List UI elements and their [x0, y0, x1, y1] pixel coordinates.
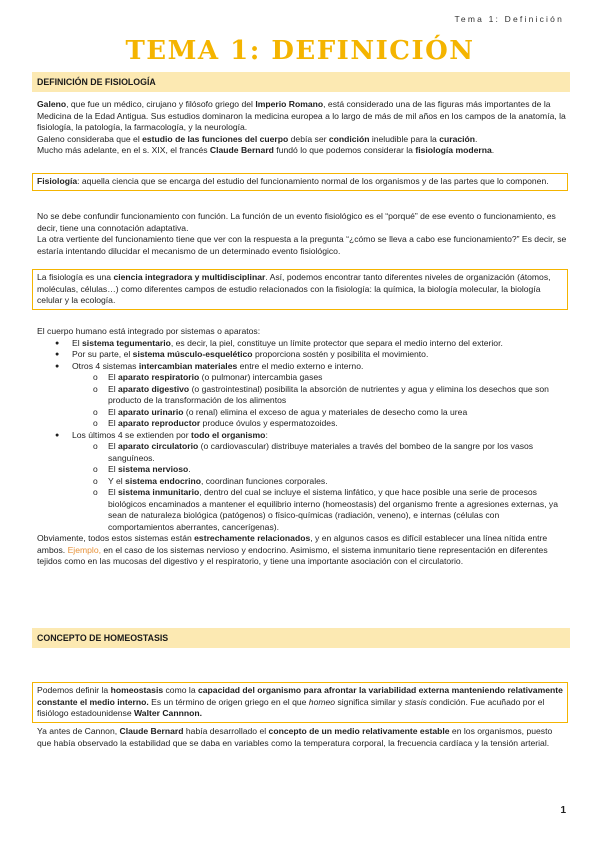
text-span: había desarrollado el — [183, 726, 269, 736]
systems-intro: El cuerpo humano está integrado por sistemas o aparatos: — [37, 326, 261, 336]
text-span: El — [108, 464, 119, 474]
text-span: (o renal) elimina el exceso de agua y materiales de desecho como la urea — [183, 406, 468, 417]
text-span: Otros 4 sistemas — [72, 360, 139, 371]
bold-text: sistema endocrino — [125, 475, 201, 486]
intro-text — [37, 99, 567, 157]
list-subitem — [37, 487, 567, 533]
systems-section — [37, 326, 567, 568]
list-subitem — [37, 384, 567, 407]
text-span: , está considerado una de las figuras más importantes de la Medicina de la Edad Antigua. Sus estudios dominaron la medicina europea a lo largo de más de mil años en los campos de la anatomía, la fisiología, la patología, la farmacología, y la neurología. — [37, 99, 566, 132]
text-span: en los organismos, puesto que había observado la estabilidad que se daba en variables como la temperatura corporal, la frecuencia cardíaca y la tensión arterial. — [37, 726, 553, 748]
section-heading-fisiologia: DEFINICIÓN DE FISIOLOGÍA — [32, 72, 570, 92]
italic-text: stasis — [404, 696, 427, 707]
bold-text: Imperio Romano — [255, 99, 324, 109]
bold-text: Walter Cannnon. — [134, 708, 202, 718]
bold-text: aparato respiratorio — [118, 372, 200, 382]
text-span: , dentro del cual se incluye el sistema linfático, y que hace posible una serie de procesos biológicos encaminados a mantener el equilibrio interno (homeostasis) del organismo frente a agresiones externas, ya sean de naturaleza biológica (patógenos) o físico-químicas (radiación, veneno), e internas (células con comportamientos aberrantes, cancerígenas). — [108, 487, 558, 532]
bold-text: aparato urinario — [118, 406, 184, 417]
bold-text: homeostasis — [110, 685, 164, 695]
bold-text: sistema tegumentario — [82, 337, 171, 348]
bold-text: fisiología moderna — [415, 145, 492, 155]
text-span: produce óvulos y espermatozoides. — [200, 418, 338, 428]
text-span: en el caso de los sistemas nervioso y endocrino. Asimismo, el sistema inmunitario tiene representación en diferentes tejidos como en las mucosas del digestivo y el respiratorio, y tiene una importante asociación con el circulatorio. — [37, 544, 548, 566]
bold-text: aparato circulatorio — [118, 441, 199, 451]
list-subitem — [37, 407, 567, 419]
bold-text: Galeno — [37, 99, 67, 109]
bold-text: curación — [439, 133, 476, 144]
text-span: El — [108, 383, 119, 394]
text-span: . — [188, 464, 191, 474]
text-span: Podemos definir la — [37, 685, 111, 695]
bold-text: capacidad del organismo para afrontar la variabilidad externa manteniendo relativamente constante el medio interno. — [37, 685, 563, 707]
text-span: (o cardiovascular) distribuye materiales a través del bombeo de la sangre por los vasos sanguíneos. — [108, 441, 534, 463]
bold-text: todo el organismo — [190, 429, 266, 440]
text-span: . — [475, 133, 478, 144]
text-span: El — [72, 337, 83, 348]
text-span: El — [108, 487, 119, 497]
text-span: , coordinan funciones corporales. — [200, 475, 328, 486]
text-span: : — [265, 429, 268, 440]
list-subitem — [37, 476, 567, 488]
text-span: proporciona sostén y posibilita el movimiento. — [252, 349, 429, 359]
bold-text: ciencia integradora y multidisciplinar — [113, 272, 266, 282]
systems-closing — [37, 533, 567, 568]
text-span: El — [108, 406, 119, 417]
text-span: El — [108, 418, 119, 428]
homeostasis-box — [32, 682, 568, 723]
text-span: , que fue un médico, cirujano y filósofo griego del — [66, 99, 256, 109]
text-span: , es decir, la piel, constituye un límite protector que separa el medio interno del exterior. — [170, 337, 503, 348]
text-span: La fisiología es una — [37, 272, 114, 282]
paragraph-funciones — [37, 134, 567, 146]
bold-text: Fisiología — [37, 176, 78, 186]
paragraph-mecanismo: La otra vertiente del funcionamiento tiene que ver con la respuesta a la pregunta “¿cómo se lleva a cabo ese funcionamiento?” Es decir, se estaría intentando dilucidar el mecanismo de un determinado evento fisiológico. — [37, 234, 567, 256]
text-span: Mucho más adelante, en el s. XIX, el francés — [37, 145, 210, 155]
text-span: , y en algunos casos es difícil establecer una línea nítida entre ambos. — [37, 533, 548, 555]
text-span: (o gastrointestinal) posibilita la absorción de nutrientes y agua y elimina los desechos que son producto de la transformación de los alimentos — [108, 383, 549, 405]
text-span: El — [108, 372, 119, 382]
list-item — [37, 349, 567, 361]
bold-text: estudio de las funciones del cuerpo — [142, 133, 289, 144]
text-span: debía ser — [288, 133, 329, 144]
page-title: TEMA 1: DEFINICIÓN — [125, 36, 475, 66]
bold-text: intercambian materiales — [138, 360, 238, 371]
text-span: Y el — [108, 475, 126, 486]
integradora-text — [37, 272, 563, 307]
cannon-text — [37, 726, 567, 749]
text-span: . — [491, 145, 495, 155]
integradora-box — [32, 269, 568, 310]
bold-text: sistema nervioso — [118, 464, 189, 474]
list-subitem — [37, 441, 567, 464]
text-span: El — [108, 441, 119, 451]
systems-list — [37, 338, 567, 534]
list-item — [37, 430, 567, 442]
running-header: Tema 1: Definición — [454, 14, 564, 24]
bold-text: estrechamente relacionados — [194, 533, 311, 543]
bold-text: Claude Bernard — [209, 145, 274, 155]
bold-text: aparato reproductor — [118, 418, 201, 428]
text-span: como la — [163, 685, 198, 695]
text-span: condición. Fue acuñado por el fisiólogo estadounidense — [37, 696, 545, 718]
paragraph-bernard — [37, 145, 567, 157]
bold-text: condición — [328, 133, 370, 144]
bold-text: sistema músculo-esquelético — [132, 349, 253, 359]
text-span: Obviamente, todos estos sistemas están — [37, 533, 195, 543]
example-label: Ejemplo, — [67, 544, 102, 555]
text-span: ineludible para la — [369, 133, 440, 144]
definition-text — [37, 176, 563, 188]
list-item — [37, 361, 567, 373]
text-span: Por su parte, el — [72, 349, 133, 359]
text-span: significa similar y — [335, 696, 405, 707]
paragraph-cannon — [37, 726, 567, 749]
section-heading-homeostasis: CONCEPTO DE HOMEOSTASIS — [32, 628, 570, 648]
text-span: : aquella ciencia que se encarga del estudio del funcionamiento normal de los organismos y de las partes que lo componen. — [77, 176, 549, 186]
text-span: Galeno consideraba que el — [37, 133, 143, 144]
list-subitem — [37, 418, 567, 430]
page-number: 1 — [560, 805, 566, 816]
text-span: Ya antes de Cannon, — [37, 726, 120, 736]
text-span: fundó lo que podemos considerar la — [273, 145, 416, 155]
list-item — [37, 338, 567, 350]
text-span: entre el medio externo e interno. — [237, 360, 364, 371]
list-subitem — [37, 372, 567, 384]
bold-text: aparato digestivo — [118, 383, 190, 394]
paragraph-funcion: No se debe confundir funcionamiento con función. La función de un evento fisiológico es el “porqué” de ese evento o funcionamiento, es decir, tiene una connotación adaptativa. — [37, 211, 556, 233]
paragraph-galeno — [37, 99, 567, 134]
definition-box — [32, 173, 568, 191]
text-span: (o pulmonar) intercambia gases — [199, 372, 323, 382]
text-span: Es un término de origen griego en el que — [148, 696, 309, 707]
bold-text: sistema inmunitario — [118, 487, 200, 497]
bold-text: concepto de un medio relativamente estable — [268, 726, 450, 736]
function-text — [37, 211, 567, 257]
text-span: . Así, podemos encontrar tanto diferentes niveles de organización (átomos, moléculas, células…) como diferentes campos de estudio relacionados con la fisiología: la química, la biología molecular, la biología celular y la ecología. — [37, 272, 551, 305]
bold-text: Claude Bernard — [119, 726, 184, 736]
text-span: Los últimos 4 se extienden por — [72, 429, 191, 440]
list-subitem — [37, 464, 567, 476]
italic-text: homeo — [308, 696, 336, 707]
homeostasis-text — [37, 685, 563, 720]
